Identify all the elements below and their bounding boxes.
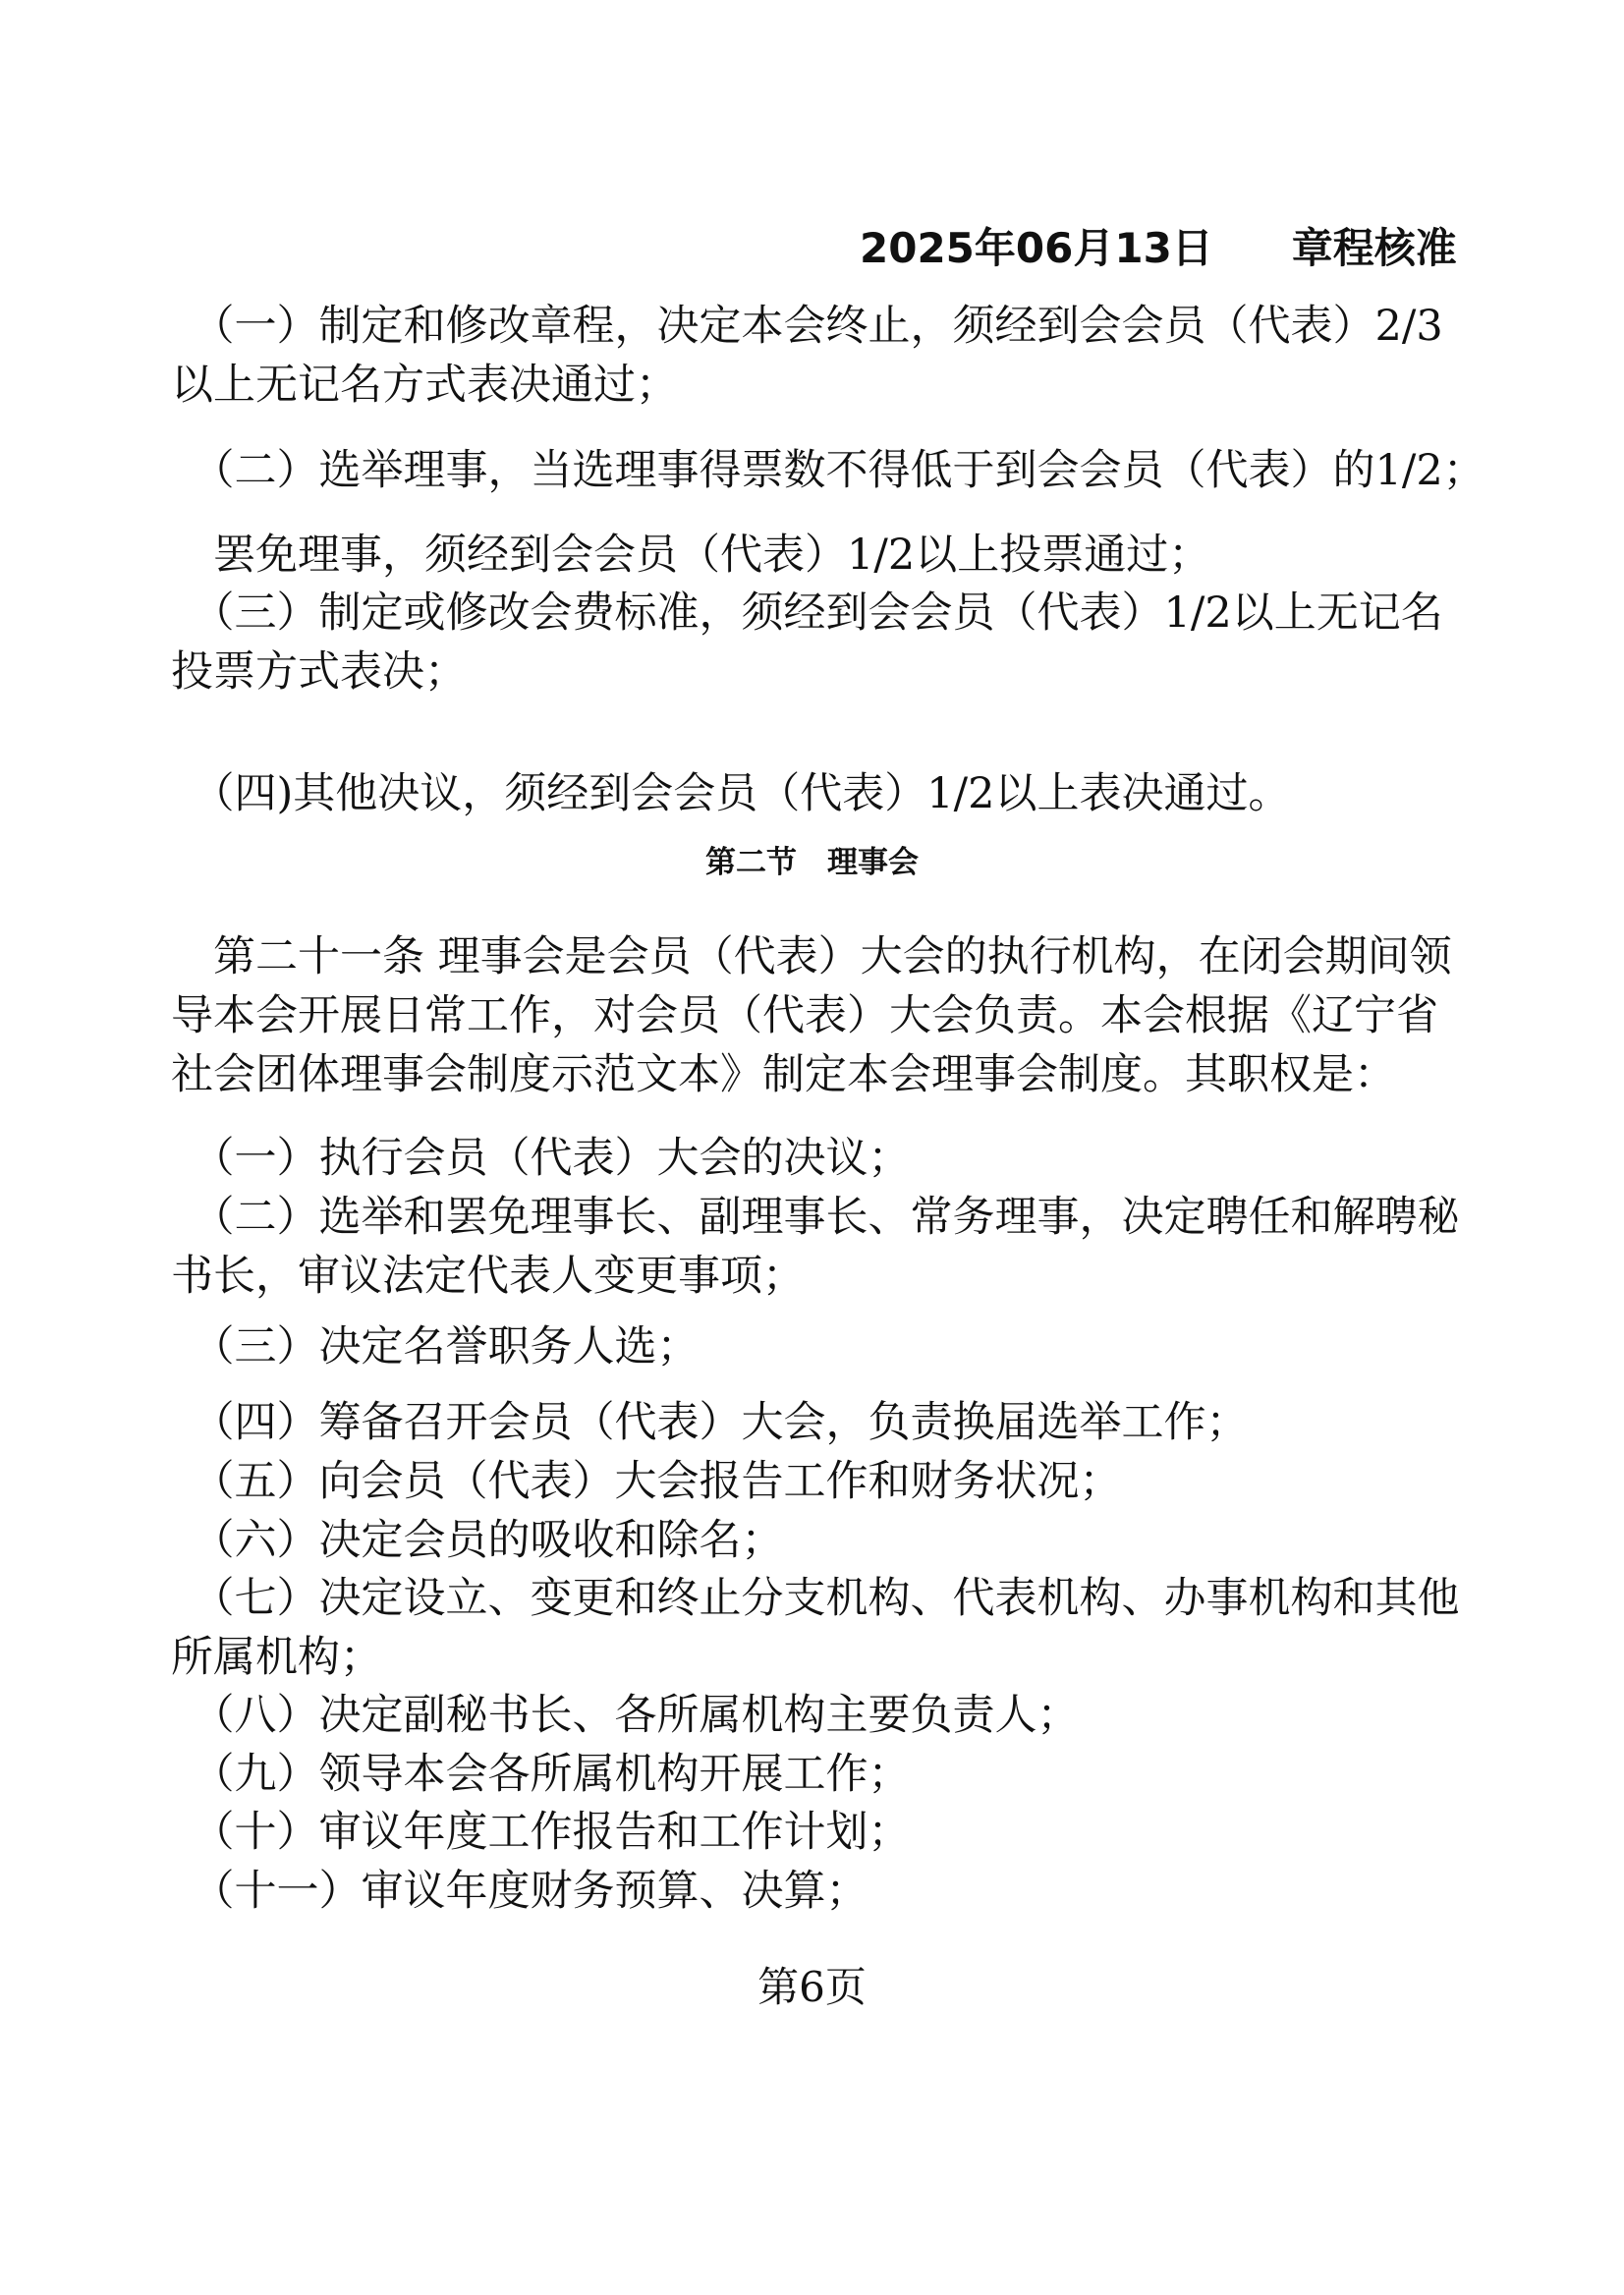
duty-item-2: （二）选举和罢免理事长、副理事长、常务理事，决定聘任和解聘秘书长，审议法定代表人变更事项； [171,1193,1460,1301]
clause-2-continued: 罢免理事，须经到会会员（代表）1/2以上投票通过； [171,531,1211,580]
clause-4: （四)其他决议，须经到会会员（代表）1/2以上表决通过。 [171,769,1291,818]
page-number: 第6页 [757,1963,867,2011]
clause-1: （一）制定和修改章程，决定本会终止，须经到会会员（代表）2/3以上无记名方式表决通过； [171,302,1443,410]
duty-item-9: （九）领导本会各所属机构开展工作； [171,1750,911,1799]
duty-item-8: （八）决定副秘书长、各所属机构主要负责人； [171,1691,1080,1740]
duty-item-7: （七）决定设立、变更和终止分支机构、代表机构、办事机构和其他所属机构； [171,1574,1460,1682]
duty-item-3: （三）决定名誉职务人选； [171,1322,700,1371]
approval-label: 章程核准 [1291,224,1457,272]
duty-item-1: （一）执行会员（代表）大会的决议； [171,1134,911,1183]
duty-item-11: （十一）审议年度财务预算、决算； [171,1867,868,1916]
article-21: 第二十一条 理事会是会员（代表）大会的执行机构，在闭会期间领导本会开展日常工作，对会员（代表）大会负责。本会根据《辽宁省社会团体理事会制度示范文本》制定本会理事会制度。其职权是： [171,932,1452,1099]
clause-3: （三）制定或修改会费标准，须经到会会员（代表）1/2以上无记名投票方式表决； [171,588,1443,697]
duty-item-5: （五）向会员（代表）大会报告工作和财务状况； [171,1457,1122,1506]
duty-item-6: （六）决定会员的吸收和除名； [171,1516,784,1565]
approval-date: 2025年06月13日 [860,224,1213,272]
section-title: 第二节 理事会 [705,845,919,880]
clause-2: （二）选举理事，当选理事得票数不得低于到会会员（代表）的1/2； [171,446,1485,495]
approval-stamp-line [860,216,1457,275]
duty-item-10: （十）审议年度工作报告和工作计划； [171,1808,911,1857]
duty-item-4: （四）筹备召开会员（代表）大会，负责换届选举工作； [171,1398,1249,1447]
